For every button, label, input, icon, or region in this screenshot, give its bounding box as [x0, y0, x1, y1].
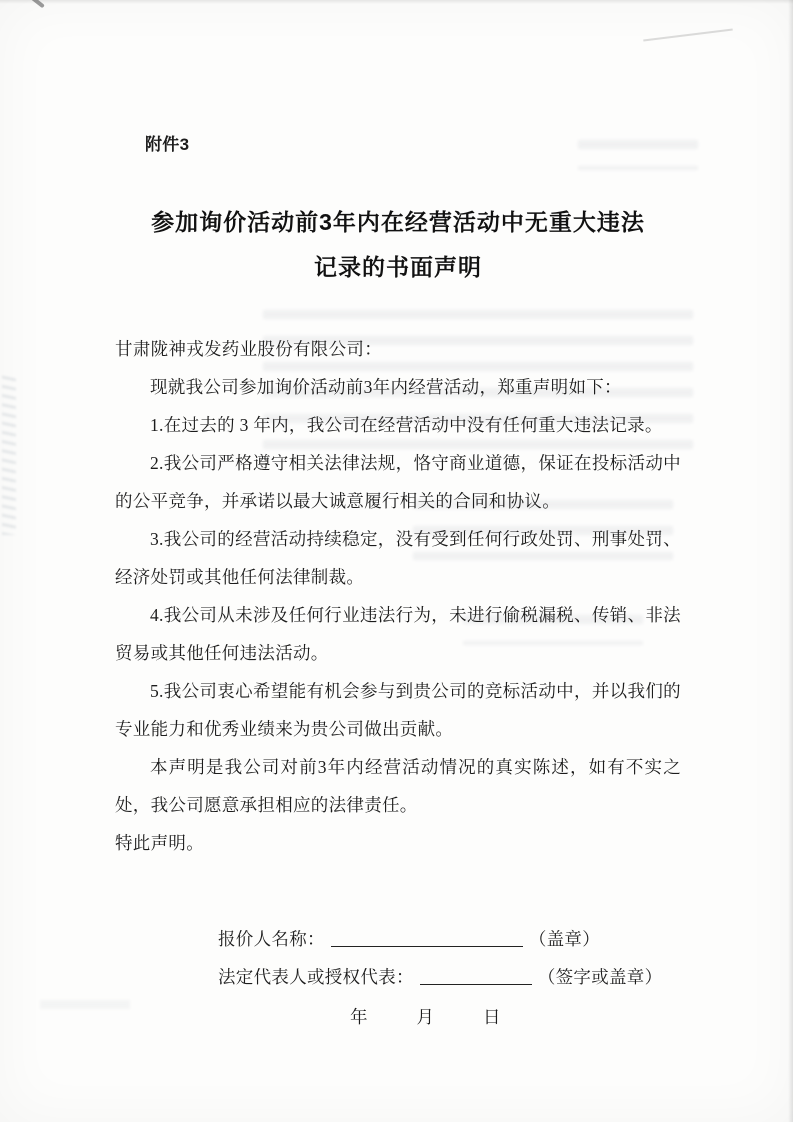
- document-title-line-1: 参加询价活动前3年内在经营活动中无重大违法: [151, 209, 645, 235]
- representative-label: 法定代表人或授权代表：: [218, 967, 414, 987]
- declaration-item-5: 5.我公司衷心希望能有机会参与到贵公司的竞标活动中，并以我们的专业能力和优秀业绩来为贵公司做出贡献。: [115, 681, 681, 739]
- document-title: [115, 200, 681, 290]
- representative-blank: [420, 967, 532, 986]
- document-title-line-2: 记录的书面声明: [314, 254, 482, 280]
- attachment-label: 附件3: [145, 135, 190, 154]
- declaration-item-2: 2.我公司严格遵守相关法律法规，恪守商业道德，保证在投标活动中的公平竞争，并承诺以最大诚意履行相关的合同和协议。: [115, 453, 681, 511]
- document-content: [115, 126, 681, 1036]
- scan-edge-shadow-right: [788, 0, 793, 1122]
- representative-seal-note: （签字或盖章）: [537, 967, 663, 987]
- signature-block: [218, 920, 681, 1036]
- closing-statement: 本声明是我公司对前3年内经营活动情况的真实陈述，如有不实之处，我公司愿意承担相应的法律责任。: [115, 757, 681, 815]
- bidder-name-blank: [331, 929, 523, 948]
- date-month-label: 月: [416, 1007, 435, 1027]
- bidder-seal-note: （盖章）: [528, 929, 601, 949]
- scan-mark-top-right: [643, 29, 733, 42]
- salutation: 甘肃陇神戎发药业股份有限公司：: [115, 339, 382, 359]
- closing-phrase: 特此声明。: [115, 833, 204, 853]
- declaration-item-3: 3.我公司的经营活动持续稳定，没有受到任何行政处罚、刑事处罚、经济处罚或其他任何法律制裁。: [115, 529, 681, 587]
- scan-edge-shadow-top: [0, 0, 793, 4]
- representative-line: [218, 958, 681, 996]
- date-year-label: 年: [350, 1007, 368, 1027]
- date-day-label: 日: [483, 1007, 501, 1027]
- bidder-name-label: 报价人名称：: [218, 929, 325, 949]
- scan-mark-top-left: [25, 0, 45, 8]
- date-line: [218, 998, 681, 1036]
- intro-paragraph: 现就我公司参加询价活动前3年内经营活动，郑重声明如下：: [150, 377, 622, 397]
- declaration-item-4: 4.我公司从未涉及任何行业违法行为，未进行偷税漏税、传销、非法贸易或其他任何违法活动。: [115, 605, 681, 663]
- declaration-item-1: 1.在过去的 3 年内，我公司在经营活动中没有任何重大违法记录。: [150, 415, 663, 435]
- bidder-name-line: [218, 920, 681, 958]
- faint-stamp-artifact: [2, 375, 16, 535]
